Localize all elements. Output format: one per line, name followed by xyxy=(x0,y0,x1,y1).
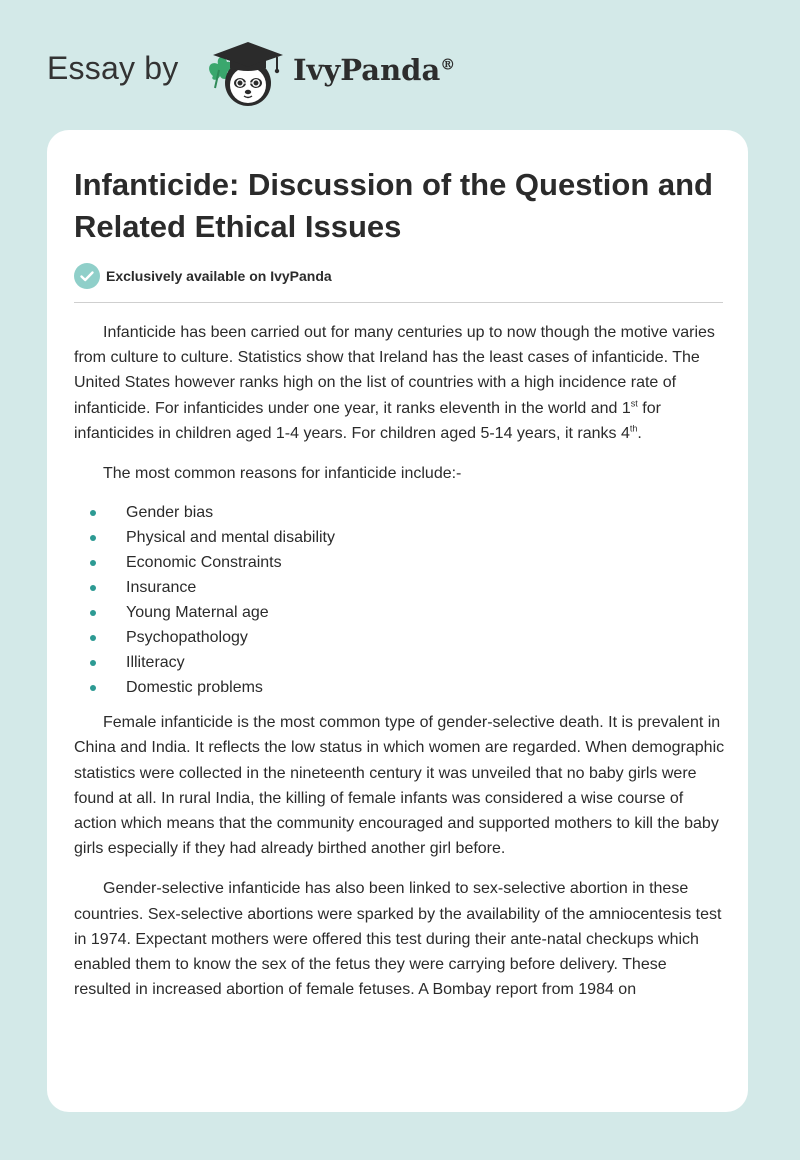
bullet-dot xyxy=(90,560,96,566)
bullet-dot xyxy=(90,660,96,666)
bullet-dot xyxy=(90,535,96,541)
bullet-dot xyxy=(90,685,96,691)
list-item: Physical and mental disability xyxy=(74,525,726,550)
bullet-dot xyxy=(90,635,96,641)
paragraph-3: Female infanticide is the most common type of gender-selective death. It is prevalent in China and India. It reflects the low status in which women are regarded. When demographic statistics were collected in the nineteenth century it was unveiled that no baby girls were found at all. In rural India, the killing of female infants was considered a wise course of action which means that the community encouraged and supported mothers to kill the baby girls especially if they had already birthed another girl before. xyxy=(74,714,725,858)
list-item: Illiteracy xyxy=(74,650,726,675)
paragraph-4: Gender-selective infanticide has also been linked to sex-selective abortion in these countries. Sex-selective abortions were sparked by the availability of the amniocentesis test in 1974. Expectant mothers were offered this test during their ante-natal checkups which enabled them to know the sex of the fetus they were carrying before delivery. These resulted in increased abortion of female fetuses. A Bombay report from 1984 on xyxy=(74,880,722,999)
essay-title: Infanticide: Discussion of the Question and Related Ethical Issues xyxy=(74,167,713,244)
check-circle-icon xyxy=(74,263,100,289)
title-divider xyxy=(74,302,723,303)
brand-name: IvyPanda® xyxy=(293,53,456,87)
essay-card xyxy=(47,130,748,1112)
paragraph-1: Infanticide has been carried out for many centuries up to now though the motive varies from culture to culture. Statistics show that Ireland has the least cases of infanticide. The United States however ranks high on the list of countries with a high incidence rate of infanticide. For infanticides under one year, it ranks eleventh in the world and 1st for infanticides in children aged 1-4 years. For children aged 5-14 years, it ranks 4th. xyxy=(74,324,715,442)
list-item: Young Maternal age xyxy=(74,600,726,625)
list-item: Insurance xyxy=(74,575,726,600)
paragraph-2: The most common reasons for infanticide include:- xyxy=(103,465,462,483)
exclusive-badge xyxy=(74,263,332,289)
bullet-dot xyxy=(90,585,96,591)
list-item: Gender bias xyxy=(74,500,726,525)
reasons-list xyxy=(74,500,726,700)
bullet-dot xyxy=(90,610,96,616)
bullet-dot xyxy=(90,510,96,516)
list-item: Psychopathology xyxy=(74,625,726,650)
list-item: Economic Constraints xyxy=(74,550,726,575)
exclusive-badge-text: Exclusively available on IvyPanda xyxy=(106,268,332,284)
panda-graduate-logo-icon xyxy=(203,36,289,108)
essay-body xyxy=(74,320,726,1002)
site-header xyxy=(0,0,800,130)
registered-mark: ® xyxy=(440,55,456,74)
brand-prefix: Essay by xyxy=(47,50,179,86)
list-item: Domestic problems xyxy=(74,675,726,700)
